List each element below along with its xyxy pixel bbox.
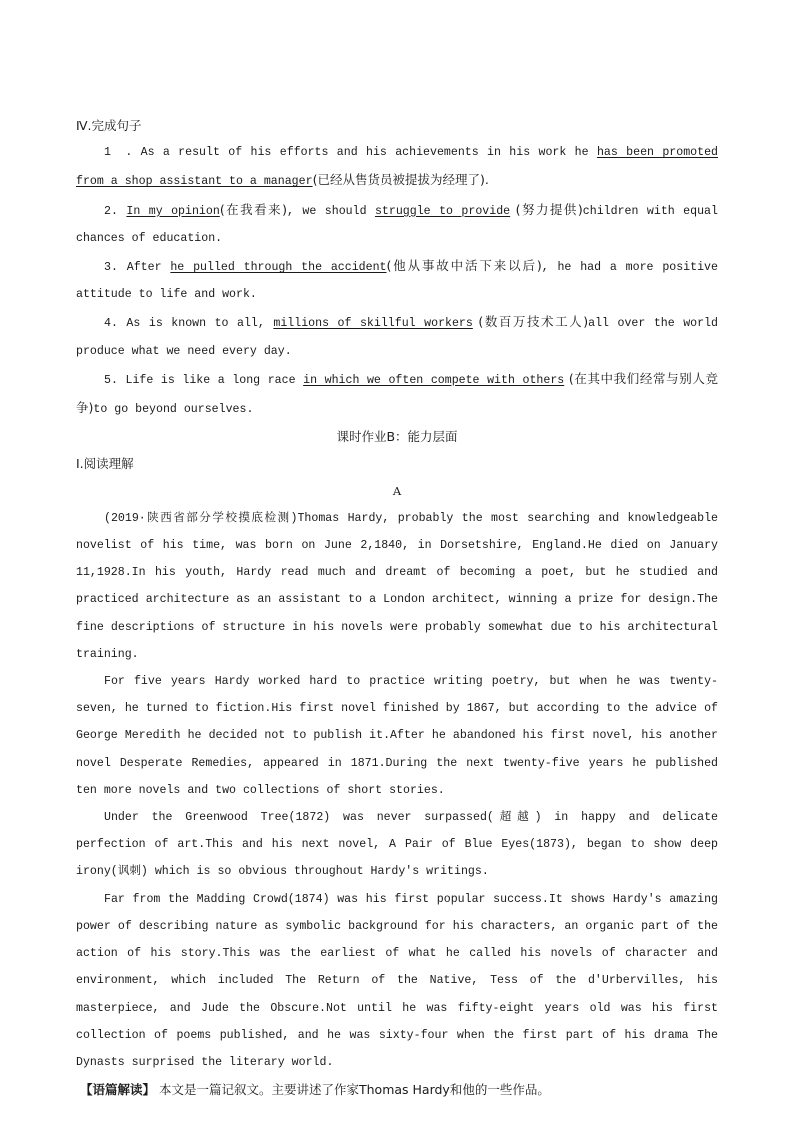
chinese-hint: (在我看来) — [219, 201, 288, 217]
chinese-hint: (数百万技术工人) — [472, 314, 589, 330]
homework-title: 课时作业B：能力层面 — [336, 429, 458, 445]
item-text: As is known to all, — [117, 317, 274, 331]
chinese-hint: (在其中我们经常与别人竞争) — [76, 370, 718, 416]
item-text: Life is like a long race — [117, 373, 304, 387]
note-text: 本文是一篇记叙文。主要讲述了作家Thomas Hardy和他的一些作品。 — [155, 1082, 550, 1098]
sentence-item-3 — [76, 252, 718, 308]
passage-paragraph: Under the Greenwood Tree(1872) was never surpassed(超越) in happy and delicate perfection of art.This and his next novel, A Pair of Blue Eyes(1873), began to show deep irony(讽刺) which is so obvious throughout Hardy's writings. — [76, 811, 718, 879]
answer-blank: has been promoted from a shop assistant to a manager — [76, 146, 718, 189]
chinese-hint: (努力提供) — [510, 201, 583, 217]
answer-blank: In my opinion — [126, 204, 220, 218]
section-heading: Ⅰ.阅读理解 — [76, 456, 134, 472]
answer-blank: in which we often compete with others — [303, 373, 565, 387]
item-number: 3. — [104, 261, 118, 275]
note-label: 【语篇解读】 — [80, 1082, 156, 1098]
passage-note — [76, 1076, 718, 1104]
item-text: As a result of his efforts and his achievements in his work he — [132, 146, 597, 160]
passage-paragraph: (2019·陕西省部分学校摸底检测)Thomas Hardy, probably the most searching and knowledgeable novelist of his time, was born on June 2,1840, in Dorsetshire, England.He died on January 11,1928.In his youth, Hardy read much and dreamt of becoming a poet, but he studied and practiced architecture as an assistant to a London architect, winning a prize for design.The fine descriptions of structure in his novels were probably somewhat due to his architectural training. — [76, 511, 718, 661]
passage-paragraph: Far from the Madding Crowd(1874) was his first popular success.It shows Hardy's amazing power of describing nature as symbolic background for his characters, an organic part of the action of his story.This was the earliest of what he called his novels of character and environment, which included The Return of the Native, Tess of the d'Urbervilles, his masterpiece, and Jude the Obscure.Not until he was fifty-eight years old was his first collection of poems published, and he was sixty-four when the first part of his drama The Dynasts surprised the literary world. — [76, 892, 718, 1069]
item-text: , we should — [287, 204, 375, 218]
section-heading: Ⅳ.完成句子 — [76, 118, 142, 133]
item-number: 4. — [104, 317, 118, 331]
item-number: 5. — [104, 373, 118, 387]
answer-blank: he pulled through the accident — [170, 261, 387, 275]
passage-paragraph: For five years Hardy worked hard to practice writing poetry, but when he was twenty-seven, he turned to fiction.His first novel finished by 1867, but according to the advice of George Meredith he decided not to publish it.After he abandoned his first novel, his another novel Desperate Remedies, appeared in 1871.During the next twenty-five years he published ten more novels and two collections of short stories. — [76, 675, 718, 797]
item-text: After — [117, 261, 171, 275]
chinese-hint: (他从事故中活下来以后) — [386, 258, 542, 274]
item-number: 2. — [104, 204, 118, 218]
sentence-item-1 — [76, 139, 718, 195]
document-page — [76, 110, 718, 1104]
answer-blank: struggle to provide — [374, 204, 511, 218]
item-text: , he had a more positive attitude to life and work. — [76, 261, 718, 302]
sentence-item-2 — [76, 196, 718, 252]
item-text: children with equal chances of education. — [76, 204, 718, 245]
chinese-hint: (已经从售货员被提拔为经理了). — [312, 172, 489, 188]
passage-label: A — [392, 483, 402, 498]
item-text: all over the world produce what we need every day. — [76, 317, 719, 358]
item-number: 1 . — [104, 146, 133, 160]
sentence-item-4 — [76, 308, 718, 364]
answer-blank: millions of skillful workers — [273, 317, 473, 331]
sentence-item-5 — [76, 365, 718, 423]
item-text: to go beyond ourselves. — [93, 403, 254, 417]
